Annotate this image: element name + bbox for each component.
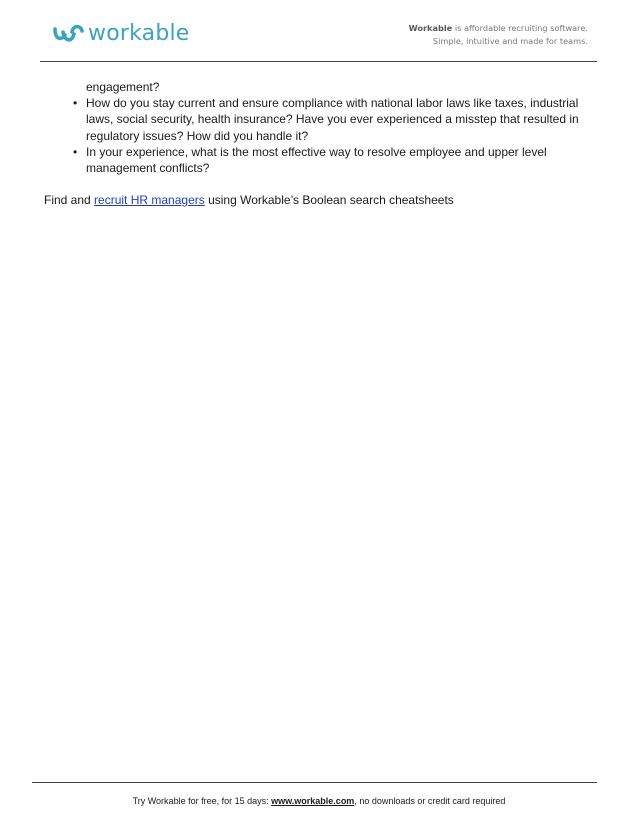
page-header: [0, 0, 638, 60]
header-tagline: [409, 22, 588, 48]
footer-prefix: Try Workable for free, for 15 days:: [132, 796, 272, 806]
footer-suffix: , no downloads or credit card required: [354, 796, 506, 806]
footer-divider: [32, 782, 597, 783]
recruit-hr-managers-link[interactable]: recruit HR managers: [94, 193, 205, 208]
tagline-line-1: [409, 22, 588, 35]
find-suffix: using Workable’s Boolean search cheatsheets: [204, 193, 454, 208]
question-list: [40, 95, 600, 176]
question-continuation: engagement?: [86, 80, 160, 94]
workable-logo[interactable]: [52, 22, 190, 46]
question-text: How do you stay current and ensure compliance with national labor laws like taxes, industrial laws, social security, health insurance? Have you ever experienced a misstep that resulted in regulatory issues? How did you handle it?: [86, 96, 579, 143]
page-footer: [0, 796, 638, 806]
bullet-icon: •: [73, 144, 78, 159]
document-body: [40, 79, 600, 208]
tagline-line-2: Simple, intuitive and made for teams.: [432, 36, 588, 46]
logo-wordmark: workable: [88, 21, 190, 46]
tagline-brand: Workable: [408, 23, 453, 33]
header-divider: [40, 61, 597, 62]
question-item: [40, 144, 600, 176]
question-text: In your experience, what is the most effective way to resolve employee and upper level management conflicts?: [86, 144, 547, 176]
bullet-icon: •: [73, 96, 78, 111]
tagline-rest: is affordable recruiting software.: [452, 23, 588, 33]
find-prefix: Find and: [44, 193, 95, 208]
workable-logo-icon: [52, 22, 86, 46]
question-item: [40, 95, 600, 144]
workable-url-link[interactable]: www.workable.com: [271, 796, 355, 806]
find-recruit-line: [44, 192, 600, 208]
